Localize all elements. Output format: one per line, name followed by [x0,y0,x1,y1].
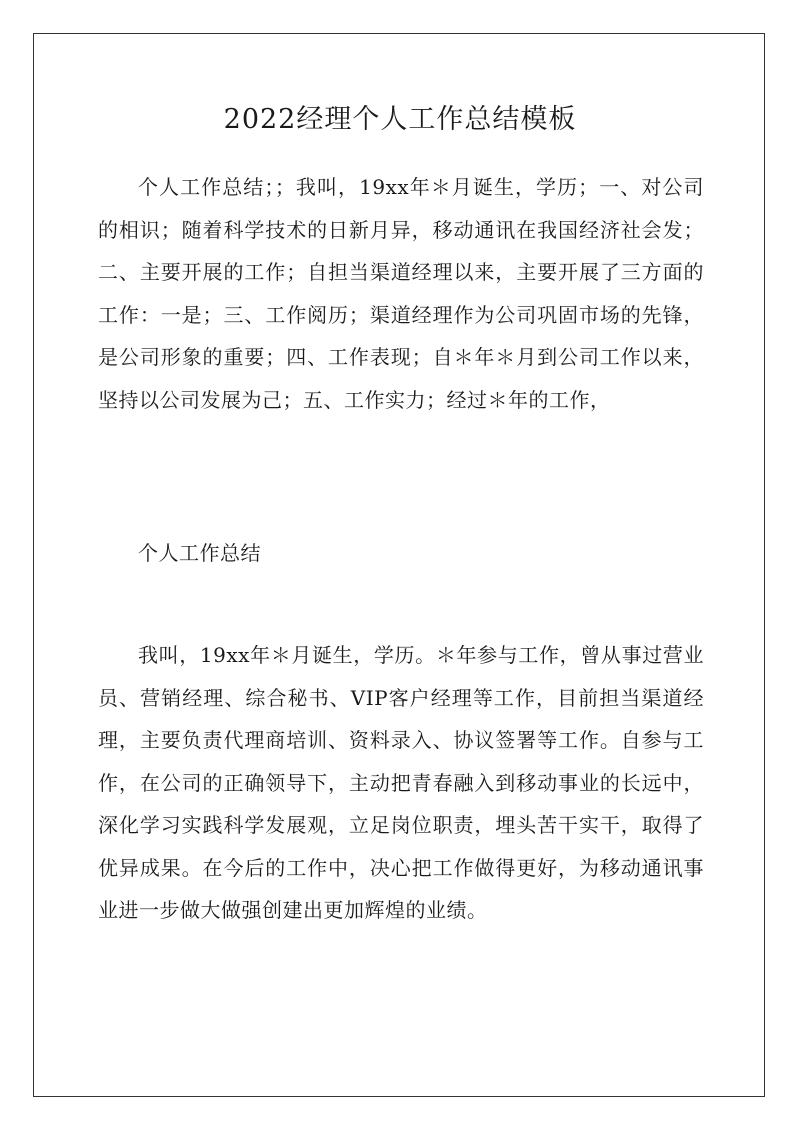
section-heading: 个人工作总结 [138,541,261,565]
body-paragraph: 我叫，19xx年＊月诞生，学历。＊年参与工作，曾从事过营业员、营销经理、综合秘书、VIP客户经理等工作，目前担当渠道经理，主要负责代理商培训、资料录入、协议签署等工作。自参与工作，在公司的正确领导下，主动把青春融入到移动事业的长远中，深化学习实践科学发展观，立足岗位职责，埋头苦干实干，取得了优异成果。在今后的工作中，决心把工作做得更好，为移动通讯事业进一步做大做强创建出更加辉煌的业绩。 [98,643,704,922]
intro-paragraph: 个人工作总结；；我叫，19xx年＊月诞生，学历；一、对公司的相识；随着科学技术的日新月异，移动通讯在我国经济社会发；二、主要开展的工作；自担当渠道经理以来，主要开展了三方面的工作：一是；三、工作阅历；渠道经理作为公司巩固市场的先锋，是公司形象的重要；四、工作表现；自＊年＊月到公司工作以来，坚持以公司发展为己；五、工作实力；经过＊年的工作， [98,175,704,412]
document-title: 2022经理个人工作总结模板 [223,104,577,135]
